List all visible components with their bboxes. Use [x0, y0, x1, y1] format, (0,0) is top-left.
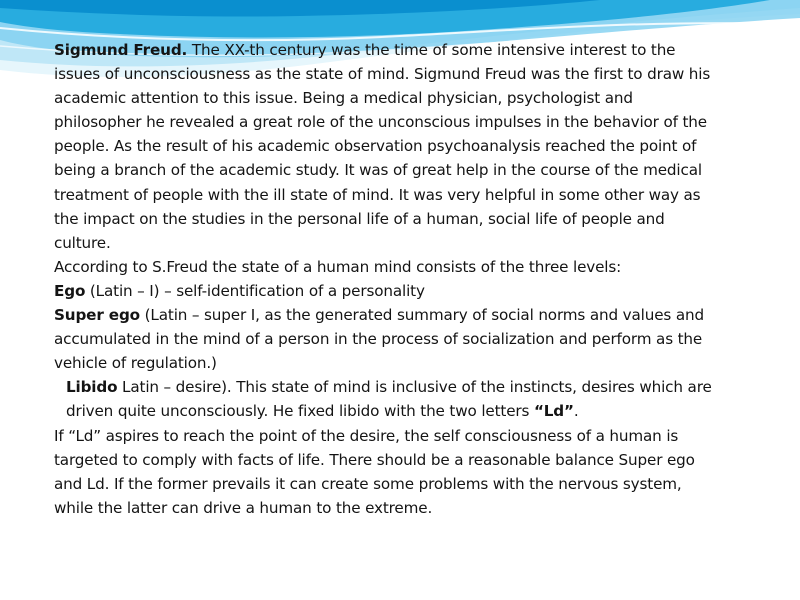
libido-term: Libido	[66, 378, 118, 397]
libido-item	[54, 375, 714, 423]
closing-paragraph: If “Ld” aspires to reach the point of the desire, the self consciousness of a human is targeted to comply with facts of life. There should be a reasonable balance Super ego and Ld. If the former prevails it can create some problems with the nervous system, while the latter can drive a human to the extreme.	[54, 426, 695, 517]
ego-text: (Latin – I) – self-identification of a personality	[85, 281, 425, 300]
slide-body	[54, 38, 714, 520]
ego-term: Ego	[54, 281, 86, 300]
superego-text: (Latin – super I, as the generated summary of social norms and values and accumulated in the mind of a person in the process of socialization and perform as the vehicle of regulation.)	[54, 306, 704, 373]
intro-paragraph	[54, 38, 714, 255]
libido-text: Latin – desire). This state of mind is inclusive of the instincts, desires which are driven quite unconsciously. He fixed libido with the two letters	[66, 378, 712, 421]
ld-letters: “Ld”	[533, 402, 574, 421]
freud-heading: Sigmund Freud.	[54, 41, 188, 59]
levels-intro: According to S.Freud the state of a human mind consists of the three levels:	[54, 257, 622, 276]
superego-term: Super ego	[54, 306, 140, 325]
ego-item	[54, 279, 714, 303]
intro-text: The XX-th century was the time of some intensive interest to the issues of unconsciousness as the state of mind. Sigmund Freud was the first to draw his academic attention to this issue. Being a medical physician, psychologist and philosopher he revealed a great role of the unconscious impulses in the behavior of the people. As the result of his academic observation psychoanalysis reached the point of being a branch of the academic study. It was of great help in the course of the medical treatment of people with the ill state of mind. It was very helpful in some other way as the impact on the studies in the personal life of a human, social life of people and culture.	[54, 41, 711, 252]
libido-end: .	[573, 402, 579, 421]
superego-item	[54, 303, 714, 375]
